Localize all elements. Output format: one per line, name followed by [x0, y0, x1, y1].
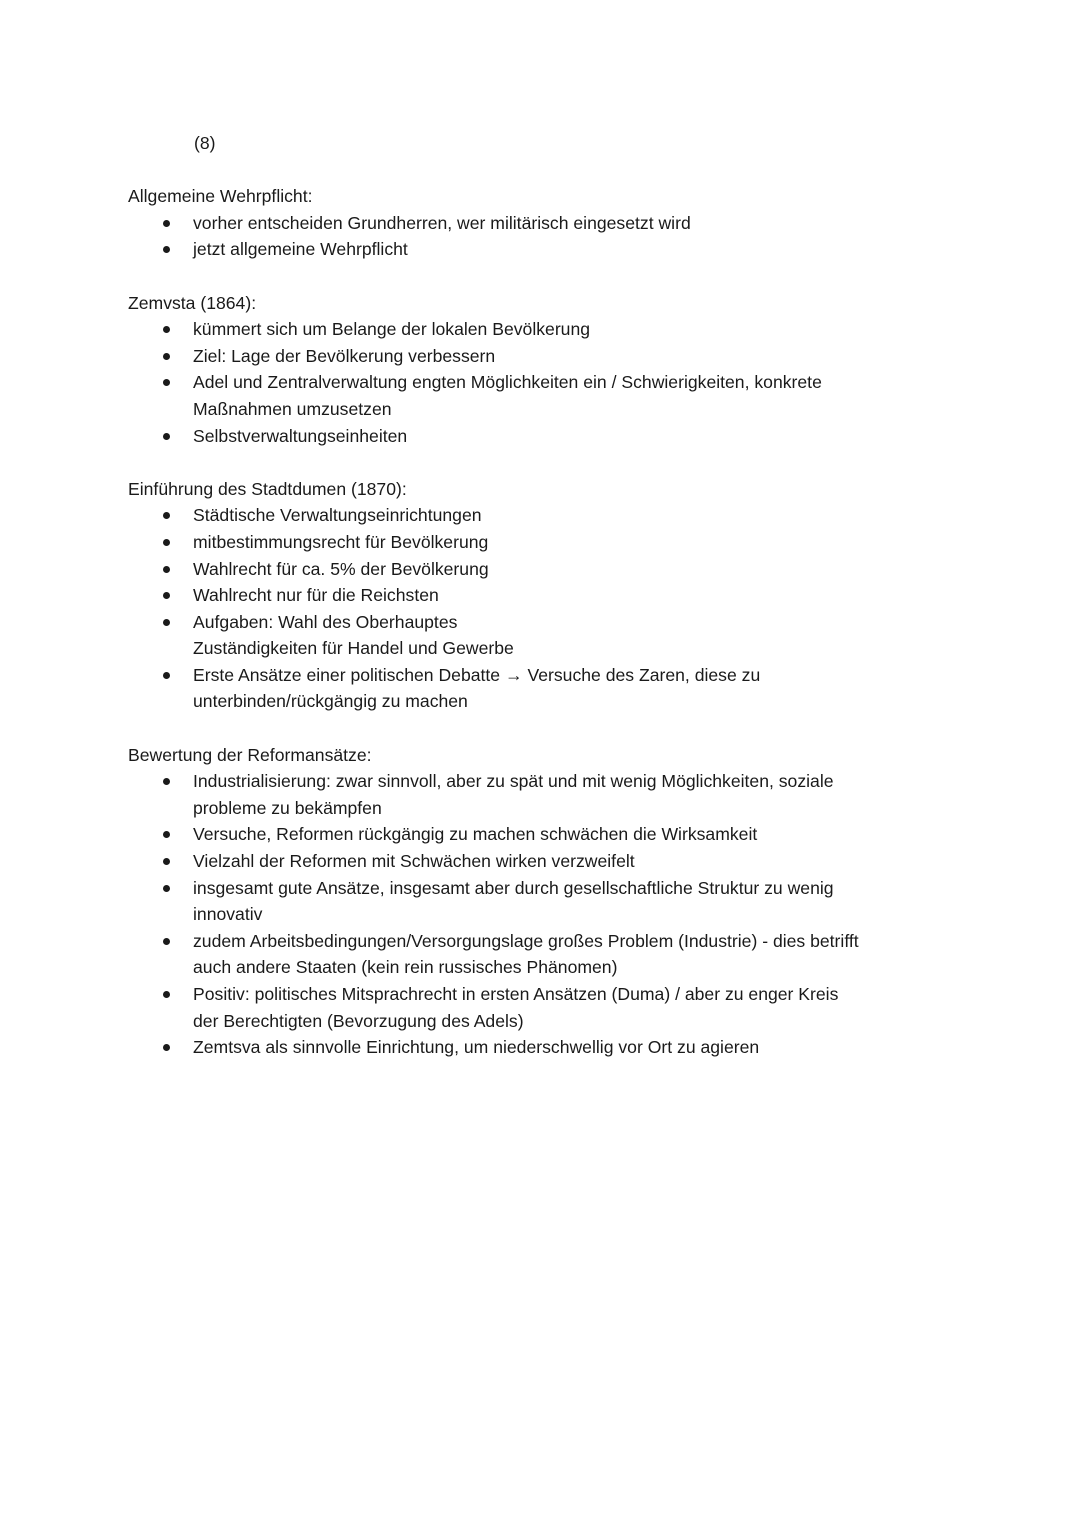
list-item-text: Zemtsva als sinnvolle Einrichtung, um niederschwellig vor Ort zu agieren: [193, 1037, 760, 1058]
bullet-list: [128, 768, 988, 1061]
list-item-text: Wahlrecht nur für die Reichsten: [193, 585, 439, 606]
list-item: [128, 236, 988, 263]
bullet-icon: [163, 858, 170, 865]
bullet-list: [128, 210, 988, 263]
bullet-icon: [163, 512, 170, 519]
bullet-icon: [163, 220, 170, 227]
list-item-text: Industrialisierung: zwar sinnvoll, aber zu spät und mit wenig Möglichkeiten, soziale: [193, 771, 834, 792]
bullet-icon: [163, 353, 170, 360]
bullet-icon: [163, 246, 170, 253]
bullet-icon: [163, 379, 170, 386]
list-item-text: Versuche, Reformen rückgängig zu machen schwächen die Wirksamkeit: [193, 824, 758, 845]
list-item-text: mitbestimmungsrecht für Bevölkerung: [193, 531, 489, 552]
list-item: [128, 928, 988, 981]
bullet-icon: [163, 433, 170, 440]
section: [128, 183, 988, 263]
bullet-icon: [163, 539, 170, 546]
bullet-icon: [163, 672, 170, 679]
list-item-text: vorher entscheiden Grundherren, wer militärisch eingesetzt wird: [193, 212, 691, 233]
section-heading: Zemvsta (1864):: [128, 292, 257, 313]
list-item-text: Städtische Verwaltungseinrichtungen: [193, 505, 482, 526]
bullet-icon: [163, 885, 170, 892]
bullet-list: [128, 316, 988, 449]
list-item-text: auch andere Staaten (kein rein russisches Phänomen): [193, 957, 618, 978]
bullet-icon: [163, 938, 170, 945]
list-item: [128, 369, 988, 422]
list-item: [128, 529, 988, 556]
list-item-text: Erste Ansätze einer politischen Debatte → Versuche des Zaren, diese zu: [193, 664, 761, 685]
list-item-text: Aufgaben: Wahl des Oberhauptes: [193, 611, 458, 632]
page-number: (8): [194, 133, 216, 153]
document-page: [128, 130, 988, 1087]
list-item: [128, 316, 988, 343]
section: [128, 742, 988, 1061]
list-item-text: zudem Arbeitsbedingungen/Versorgungslage großes Problem (Industrie) - dies betrifft: [193, 930, 859, 951]
bullet-list: [128, 502, 988, 715]
bullet-icon: [163, 831, 170, 838]
list-item: [128, 556, 988, 583]
list-item-text: Maßnahmen umzusetzen: [193, 398, 392, 419]
list-item-text: Adel und Zentralverwaltung engten Möglichkeiten ein / Schwierigkeiten, konkrete: [193, 372, 822, 393]
list-item-text: jetzt allgemeine Wehrpflicht: [193, 239, 408, 260]
bullet-icon: [163, 592, 170, 599]
list-item: [128, 1034, 988, 1061]
section: [128, 290, 988, 450]
list-item-text: Vielzahl der Reformen mit Schwächen wirken verzweifelt: [193, 851, 635, 872]
list-item: [128, 609, 988, 662]
list-item: [128, 210, 988, 237]
list-item-text: der Berechtigten (Bevorzugung des Adels): [193, 1010, 524, 1031]
list-item: [128, 981, 988, 1034]
list-item: [128, 343, 988, 370]
list-item-text: unterbinden/rückgängig zu machen: [193, 691, 468, 712]
list-item-text: Selbstverwaltungseinheiten: [193, 425, 408, 446]
list-item: [128, 423, 988, 450]
bullet-icon: [163, 1044, 170, 1051]
list-item: [128, 768, 988, 821]
section-heading: Einführung des Stadtdumen (1870):: [128, 478, 407, 499]
list-item: [128, 848, 988, 875]
bullet-icon: [163, 778, 170, 785]
section: [128, 476, 988, 715]
list-item: [128, 662, 988, 715]
list-item-text: Positiv: politisches Mitsprachrecht in ersten Ansätzen (Duma) / aber zu enger Kreis: [193, 984, 839, 1004]
list-item: [128, 502, 988, 529]
section-heading: Bewertung der Reformansätze:: [128, 744, 372, 765]
section-heading: Allgemeine Wehrpflicht:: [128, 186, 313, 207]
list-item-text: innovativ: [193, 904, 263, 925]
sections: [128, 183, 988, 1061]
list-item: [128, 875, 988, 928]
bullet-icon: [163, 326, 170, 333]
list-item: [128, 821, 988, 848]
list-item: [128, 582, 988, 609]
bullet-icon: [163, 566, 170, 573]
list-item-text: probleme zu bekämpfen: [193, 797, 382, 818]
bullet-icon: [163, 991, 170, 998]
list-item-text: Zuständigkeiten für Handel und Gewerbe: [193, 638, 514, 659]
list-item-text: insgesamt gute Ansätze, insgesamt aber durch gesellschaftliche Struktur zu wenig: [193, 877, 834, 898]
list-item-text: Ziel: Lage der Bevölkerung verbessern: [193, 345, 496, 366]
bullet-icon: [163, 619, 170, 626]
list-item-text: kümmert sich um Belange der lokalen Bevölkerung: [193, 319, 591, 340]
list-item-text: Wahlrecht für ca. 5% der Bevölkerung: [193, 558, 489, 579]
